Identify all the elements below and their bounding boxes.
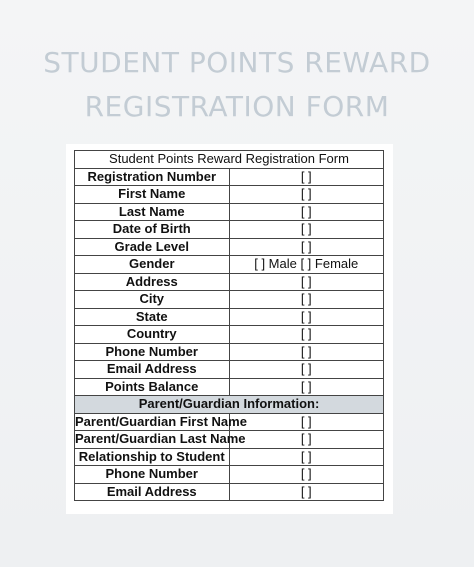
student-state-field[interactable]: [ ] xyxy=(229,308,384,326)
section-heading-row xyxy=(75,396,384,414)
student-country-label: Country xyxy=(75,326,230,344)
student-grade-level-label: Grade Level xyxy=(75,238,230,256)
table-row xyxy=(75,256,384,274)
student-last-name-label: Last Name xyxy=(75,203,230,221)
student-address-field[interactable]: [ ] xyxy=(229,273,384,291)
table-title: Student Points Reward Registration Form xyxy=(75,151,384,169)
parent-relationship-to-student-label: Relationship to Student xyxy=(75,448,230,466)
student-email-address-field[interactable]: [ ] xyxy=(229,361,384,379)
page-title-line-1: STUDENT POINTS REWARD xyxy=(43,46,431,79)
table-row xyxy=(75,466,384,484)
table-row xyxy=(75,343,384,361)
student-first-name-field[interactable]: [ ] xyxy=(229,186,384,204)
student-phone-number-label: Phone Number xyxy=(75,343,230,361)
parent-phone-number-field[interactable]: [ ] xyxy=(229,466,384,484)
parent-parent-guardian-last-name-field[interactable]: [ ] xyxy=(229,431,384,449)
student-points-balance-label: Points Balance xyxy=(75,378,230,396)
parent-email-address-field[interactable]: [ ] xyxy=(229,483,384,501)
form-sheet xyxy=(66,144,393,514)
table-row xyxy=(75,413,384,431)
table-row xyxy=(75,308,384,326)
student-registration-number-label: Registration Number xyxy=(75,168,230,186)
parent-phone-number-label: Phone Number xyxy=(75,466,230,484)
section-heading-parent-guardian: Parent/Guardian Information: xyxy=(75,396,384,414)
table-row xyxy=(75,291,384,309)
student-last-name-field[interactable]: [ ] xyxy=(229,203,384,221)
parent-relationship-to-student-field[interactable]: [ ] xyxy=(229,448,384,466)
table-row xyxy=(75,273,384,291)
table-row xyxy=(75,378,384,396)
student-registration-number-field[interactable]: [ ] xyxy=(229,168,384,186)
table-row xyxy=(75,238,384,256)
parent-parent-guardian-first-name-field[interactable]: [ ] xyxy=(229,413,384,431)
student-email-address-label: Email Address xyxy=(75,361,230,379)
table-row xyxy=(75,203,384,221)
student-country-field[interactable]: [ ] xyxy=(229,326,384,344)
table-row xyxy=(75,483,384,501)
student-city-label: City xyxy=(75,291,230,309)
student-date-of-birth-field[interactable]: [ ] xyxy=(229,221,384,239)
table-title-row xyxy=(75,151,384,169)
student-city-field[interactable]: [ ] xyxy=(229,291,384,309)
table-row xyxy=(75,448,384,466)
parent-email-address-label: Email Address xyxy=(75,483,230,501)
table-row xyxy=(75,221,384,239)
student-state-label: State xyxy=(75,308,230,326)
student-address-label: Address xyxy=(75,273,230,291)
student-date-of-birth-label: Date of Birth xyxy=(75,221,230,239)
table-row xyxy=(75,168,384,186)
student-gender-field[interactable]: [ ] Male [ ] Female xyxy=(229,256,384,274)
student-grade-level-field[interactable]: [ ] xyxy=(229,238,384,256)
student-phone-number-field[interactable]: [ ] xyxy=(229,343,384,361)
page-title-line-2: REGISTRATION FORM xyxy=(84,90,390,123)
student-first-name-label: First Name xyxy=(75,186,230,204)
table-row xyxy=(75,186,384,204)
table-row xyxy=(75,431,384,449)
registration-form-table xyxy=(74,150,384,501)
table-row xyxy=(75,326,384,344)
parent-parent-guardian-first-name-label: Parent/Guardian First Name xyxy=(75,413,247,429)
student-points-balance-field[interactable]: [ ] xyxy=(229,378,384,396)
student-gender-label: Gender xyxy=(75,256,230,274)
table-row xyxy=(75,361,384,379)
parent-parent-guardian-last-name-label: Parent/Guardian Last Name xyxy=(75,431,246,447)
